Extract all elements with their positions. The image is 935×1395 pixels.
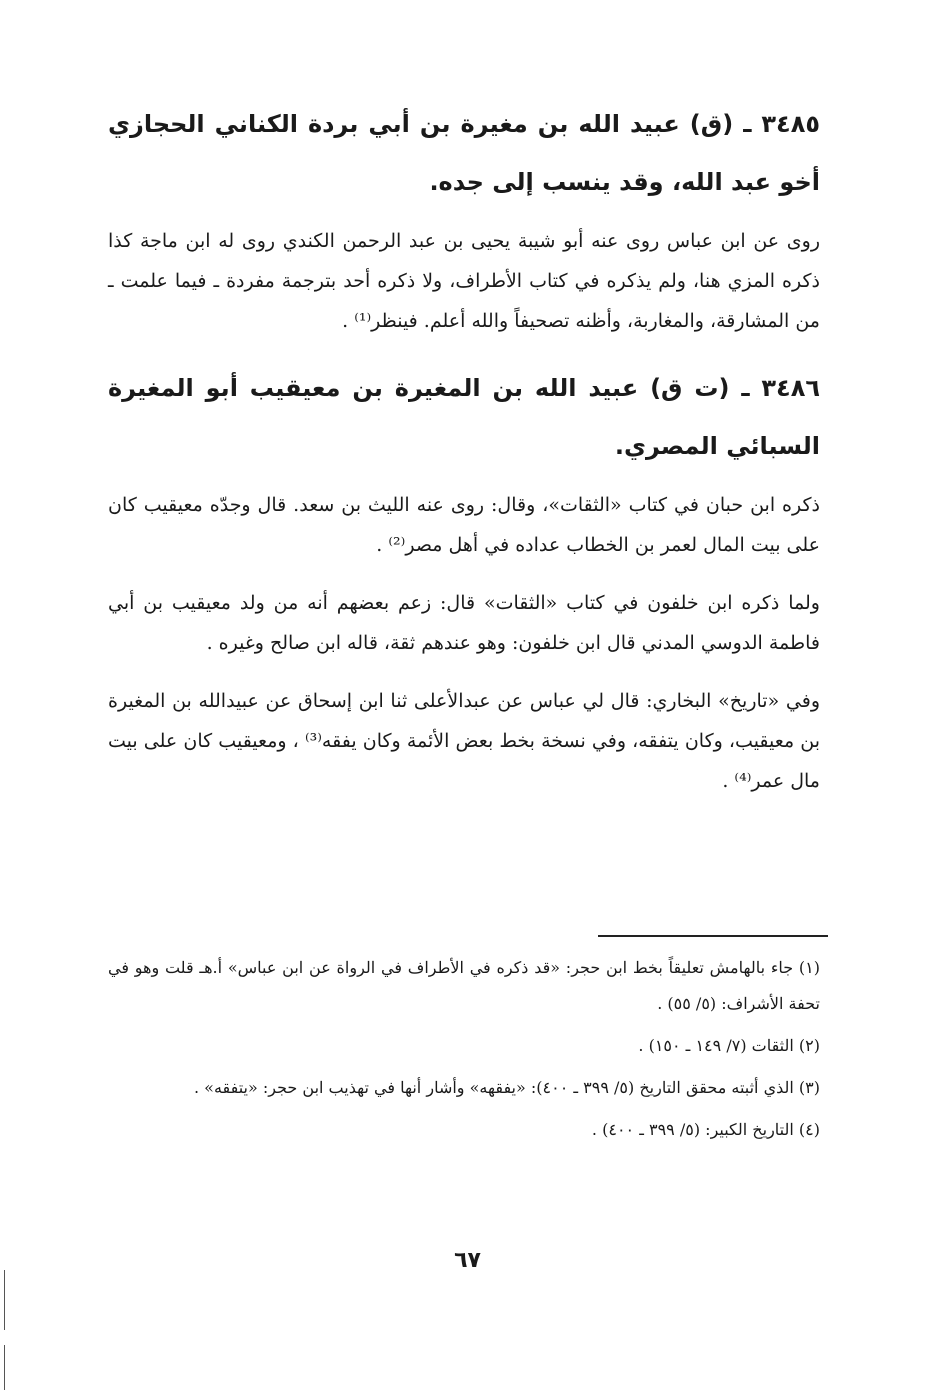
page-body — [108, 95, 820, 819]
footnote-divider — [598, 935, 828, 937]
scan-edge-mark — [4, 1345, 5, 1390]
page-number: ٦٧ — [454, 1248, 481, 1273]
entry-title-3485: ٣٤٨٥ ـ (ق) عبيد الله بن مغيرة بن أبي بردة الكناني الحجازي أخو عبد الله، وقد ينسب إلى جده. — [108, 110, 820, 196]
footnote-1: (١) جاء بالهامش تعليقاً بخط ابن حجر: «قد ذكره في الأطراف في الرواة عن ابن عباس» أ.هـ قلت وهو في تحفة الأشراف: (٥/ ٥٥) . — [108, 958, 821, 1013]
footnote-4: (٤) التاريخ الكبير: (٥/ ٣٩٩ ـ ٤٠٠) . — [591, 1120, 820, 1139]
footnote-2: (٢) الثقات (٧/ ١٤٩ ـ ١٥٠) . — [638, 1036, 820, 1055]
entry-paragraph: ولما ذكره ابن خلفون في كتاب «الثقات» قال: زعم بعضهم أنه من ولد معيقيب بن أبي فاطمة الدوسي المدني قال ابن خلفون: وهو عندهم ثقة، قاله ابن صالح وغيره . — [108, 592, 820, 654]
entry-title-3486: ٣٤٨٦ ـ (ت ق) عبيد الله بن المغيرة بن معيقيب أبو المغيرة السبائي المصري. — [108, 374, 820, 460]
entry-paragraph: وفي «تاريخ» البخاري: قال لي عباس عن عبدالأعلى ثنا ابن إسحاق عن عبيدالله بن المغيرة بن معيقيب، وكان يتفقه، وفي نسخة بخط بعض الأئمة وكان يفقه⁽³⁾ ، ومعيقيب كان على بيت مال عمر⁽⁴⁾ . — [108, 690, 821, 792]
entry-paragraph: روى عن ابن عباس روى عنه أبو شيبة يحيى بن عبد الرحمن الكندي روى له ابن ماجة كذا ذكره المزي هنا، ولم يذكره في كتاب الأطراف، ولا ذكره أحد بترجمة مفردة ـ فيما علمت ـ من المشارقة، والمغاربة، وأظنه تصحيفاً والله أعلم. فينظر⁽¹⁾ . — [108, 230, 820, 332]
footnote-3: (٣) الذي أثبته محقق التاريخ (٥/ ٣٩٩ ـ ٤٠٠): «يفقهه» وأشار أنها في تهذيب ابن حجر: «يتفقه» . — [193, 1078, 820, 1097]
footnotes — [108, 950, 820, 1154]
entry-paragraph: ذكره ابن حبان في كتاب «الثقات»، وقال: روى عنه الليث بن سعد. قال وجدّه معيقيب كان على بيت المال لعمر بن الخطاب عداده في أهل مصر⁽²⁾ . — [108, 494, 820, 556]
scan-edge-mark — [4, 1270, 5, 1330]
